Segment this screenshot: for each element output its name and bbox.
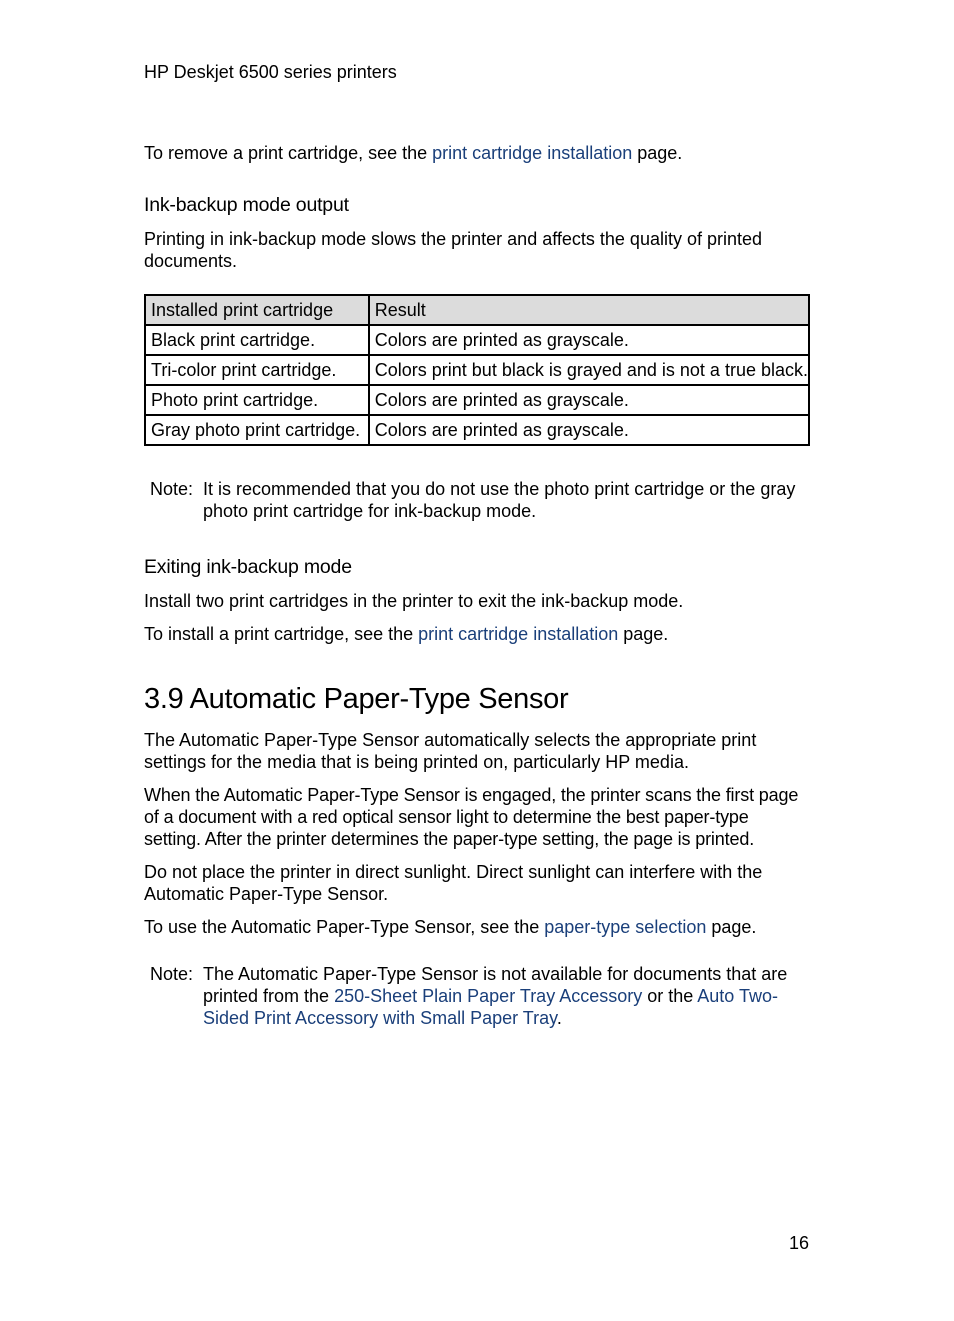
exiting-paragraph-1: Install two print cartridges in the printer to exit the ink-backup mode. xyxy=(144,591,684,611)
exiting-heading: Exiting ink-backup mode xyxy=(144,556,352,578)
ink-backup-paragraph: Printing in ink-backup mode slows the printer and affects the quality of printed documents. xyxy=(144,229,763,271)
table-cell: Colors print but black is grayed and is not a true black. xyxy=(369,355,809,385)
section-paragraph-2: When the Automatic Paper-Type Sensor is engaged, the printer scans the first page of a document with a red optical sensor light to determine the best paper-type setting. After the printer determines the paper-type setting, the page is printed. xyxy=(144,785,799,849)
ink-backup-note xyxy=(150,478,810,522)
table-row xyxy=(145,325,809,355)
section-paragraph-3: Do not place the printer in direct sunlight. Direct sunlight can interfere with the Automatic Paper-Type Sensor. xyxy=(144,862,763,904)
page-number: 16 xyxy=(789,1233,810,1253)
table-row xyxy=(145,385,809,415)
ink-backup-table xyxy=(144,294,810,446)
table-row xyxy=(145,355,809,385)
section-paragraph-4: To use the Automatic Paper-Type Sensor, see the paper-type selection page. xyxy=(144,917,757,937)
running-header: HP Deskjet 6500 series printers xyxy=(144,62,397,82)
section-paragraph-1: The Automatic Paper-Type Sensor automatically selects the appropriate print settings for the media that is being printed on, particularly HP media. xyxy=(144,730,757,772)
table-cell: Black print cartridge. xyxy=(145,325,369,355)
print-cartridge-installation-link[interactable]: print cartridge installation xyxy=(432,143,633,163)
table-header-row xyxy=(145,295,809,325)
column-header: Installed print cartridge xyxy=(145,295,369,325)
table-cell: Gray photo print cartridge. xyxy=(145,415,369,445)
print-cartridge-installation-link[interactable]: print cartridge installation xyxy=(418,624,619,644)
note-label: Note: xyxy=(150,479,194,499)
table-cell: Colors are printed as grayscale. xyxy=(369,385,809,415)
table-cell: Tri-color print cartridge. xyxy=(145,355,369,385)
note-text: It is recommended that you do not use the photo print cartridge or the gray photo print cartridge for ink-backup mode. xyxy=(203,479,796,521)
note-label: Note: xyxy=(150,964,194,984)
auto-two-sided-accessory-link[interactable]: Auto Two-Sided Print Accessory with Small Paper Tray xyxy=(203,986,778,1028)
paper-type-selection-link[interactable]: paper-type selection xyxy=(544,917,707,937)
intro-paragraph: To remove a print cartridge, see the print cartridge installation page. xyxy=(144,143,683,163)
exiting-paragraph-2: To install a print cartridge, see the print cartridge installation page. xyxy=(144,624,669,644)
section-heading: 3.9 Automatic Paper-Type Sensor xyxy=(144,683,569,715)
sensor-note xyxy=(150,963,810,1029)
ink-backup-heading: Ink-backup mode output xyxy=(144,194,349,216)
table-cell: Colors are printed as grayscale. xyxy=(369,325,809,355)
table-cell: Colors are printed as grayscale. xyxy=(369,415,809,445)
250-sheet-tray-link[interactable]: 250-Sheet Plain Paper Tray Accessory xyxy=(334,986,643,1006)
column-header: Result xyxy=(369,295,809,325)
table-cell: Photo print cartridge. xyxy=(145,385,369,415)
note-text: The Automatic Paper-Type Sensor is not available for documents that are printed from the 250-Sheet Plain Paper Tray Accessory or the Auto Two-Sided Print Accessory with Small Paper Tray. xyxy=(203,964,788,1028)
table-row xyxy=(145,415,809,445)
